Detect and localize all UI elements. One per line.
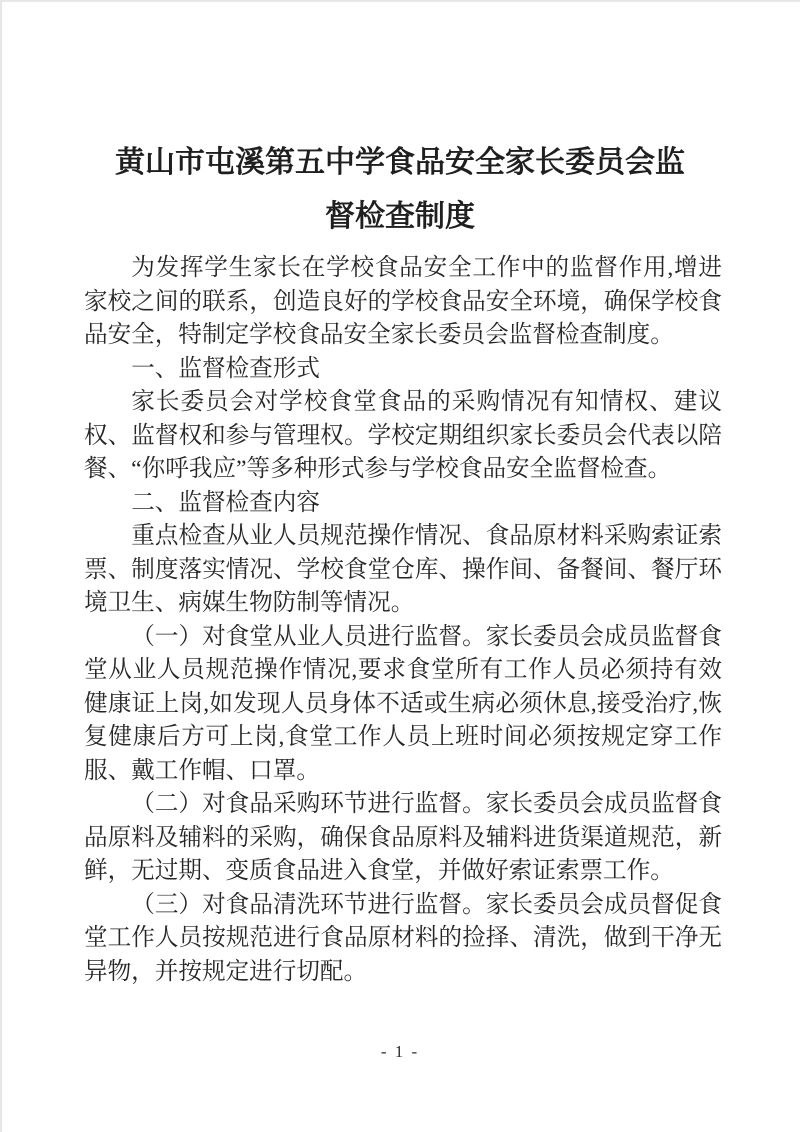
inspection-item-2-paragraph: （二）对食品采购环节进行监督。家长委员会成员监督食品原料及辅料的采购，确保食品原料及辅料进货渠道规范，新鲜，无过期、变质食品进入食堂，并做好索证索票工作。 xyxy=(84,791,722,884)
page-number: - 1 - xyxy=(380,1042,420,1061)
inspection-item-1-paragraph: （一）对食堂从业人员进行监督。家长委员会成员监督食堂从业人员规范操作情况,要求食堂所有工作人员必须持有效健康证上岗,如发现人员身体不适或生病必须休息,接受治疗,恢复健康后方可上岗,食堂工作人员上班时间必须按规定穿工作服、戴工作帽、口罩。 xyxy=(84,623,722,784)
section-2-intro-paragraph: 重点检查从业人员规范操作情况、食品原材料采购索证索票、制度落实情况、学校食堂仓库、操作间、备餐间、餐厅环境卫生、病媒生物防制等情况。 xyxy=(84,523,722,616)
inspection-item-3-paragraph: （三）对食品清洗环节进行监督。家长委员会成员督促食堂工作人员按规范进行食品原材料的捡择、清洗，做到干净无异物，并按规定进行切配。 xyxy=(84,891,722,985)
section-1-paragraph: 家长委员会对学校食堂食品的采购情况有知情权、建议权、监督权和参与管理权。学校定期组织家长委员会代表以陪餐、“你呼我应”等多种形式参与学校食品安全监督检查。 xyxy=(84,389,722,482)
document-title: 黄山市屯溪第五中学食品安全家长委员会监督检查制度 xyxy=(115,146,685,233)
section-heading-1: 一、监督检查形式 xyxy=(131,355,320,382)
intro-paragraph: 为发挥学生家长在学校食品安全工作中的监督作用,增进家校之间的联系，创造良好的学校食品安全环境，确保学校食品安全，特制定学校食品安全家长委员会监督检查制度。 xyxy=(84,255,722,348)
section-heading-2: 二、监督检查内容 xyxy=(131,489,320,516)
document-body xyxy=(84,252,722,989)
